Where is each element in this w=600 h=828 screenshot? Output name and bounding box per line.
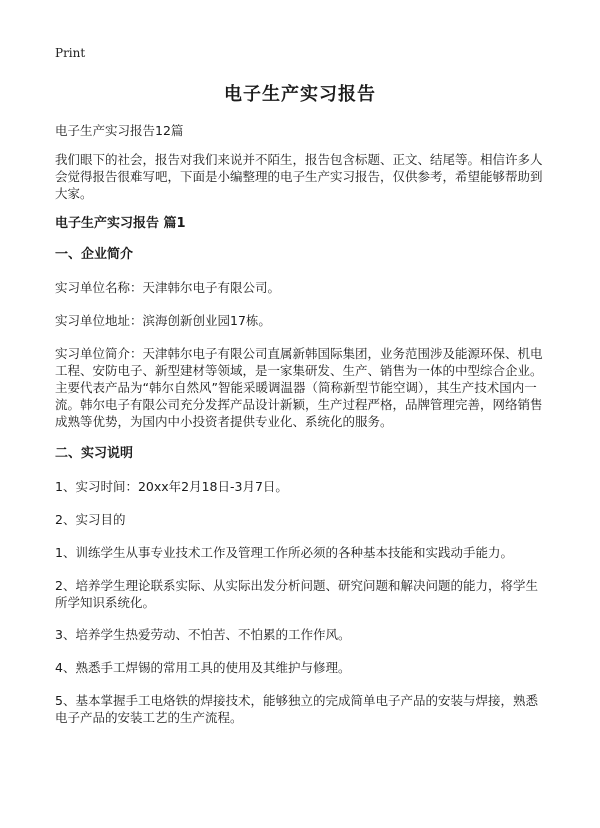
page-title: 电子生产实习报告 bbox=[224, 84, 376, 105]
internship-purpose-heading: 2、实习目的 bbox=[55, 512, 126, 527]
unit-intro-paragraph: 实习单位简介：天津韩尔电子有限公司直属新韩国际集团，业务范围涉及能源环保、机电工程、安防电子、新型建材等领域，是一家集研发、生产、销售为一体的中型综合企业。主要代表产品为“韩尔自然风”智能采暖调温器（简称新型节能空调），其生产技术国内一流。韩尔电子有限公司充分发挥产品设计新颖，生产过程严格，品牌管理完善，网络销售成熟等优势，为国内中小投资者提供专业化、系统化的服务。 bbox=[55, 346, 543, 429]
internship-time-line: 1、实习时间：20xx年2月18日-3月7日。 bbox=[55, 479, 288, 494]
document-body bbox=[55, 122, 550, 741]
purpose-item: 2、培养学生理论联系实际、从实际出发分析问题、研究问题和解决问题的能力，将学生所学知识系统化。 bbox=[55, 578, 538, 610]
purpose-item: 3、培养学生热爱劳动、不怕苦、不怕累的工作作风。 bbox=[55, 627, 351, 642]
article-heading: 电子生产实习报告 篇1 bbox=[55, 216, 186, 231]
intro-paragraph: 我们眼下的社会，报告对我们来说并不陌生，报告包含标题、正文、结尾等。相信许多人会觉得报告很难写吧，下面是小编整理的电子生产实习报告，仅供参考，希望能够帮助到大家。 bbox=[55, 152, 543, 201]
section-heading-internship: 二、实习说明 bbox=[55, 446, 134, 461]
purpose-item: 1、训练学生从事专业技术工作及管理工作所必须的各种基本技能和实践动手能力。 bbox=[55, 545, 513, 560]
unit-name-line: 实习单位名称：天津韩尔电子有限公司。 bbox=[55, 280, 281, 295]
document-subtitle: 电子生产实习报告12篇 bbox=[55, 123, 184, 138]
purpose-item: 4、熟悉手工焊锡的常用工具的使用及其维护与修理。 bbox=[55, 660, 351, 675]
print-link[interactable]: Print bbox=[55, 46, 86, 60]
section-heading-company: 一、企业简介 bbox=[55, 247, 134, 262]
purpose-item: 5、基本掌握手工电烙铁的焊接技术，能够独立的完成简单电子产品的安装与焊接，熟悉电子产品的安装工艺的生产流程。 bbox=[55, 693, 538, 725]
unit-address-line: 实习单位地址：滨海创新创业园17栋。 bbox=[55, 313, 271, 328]
